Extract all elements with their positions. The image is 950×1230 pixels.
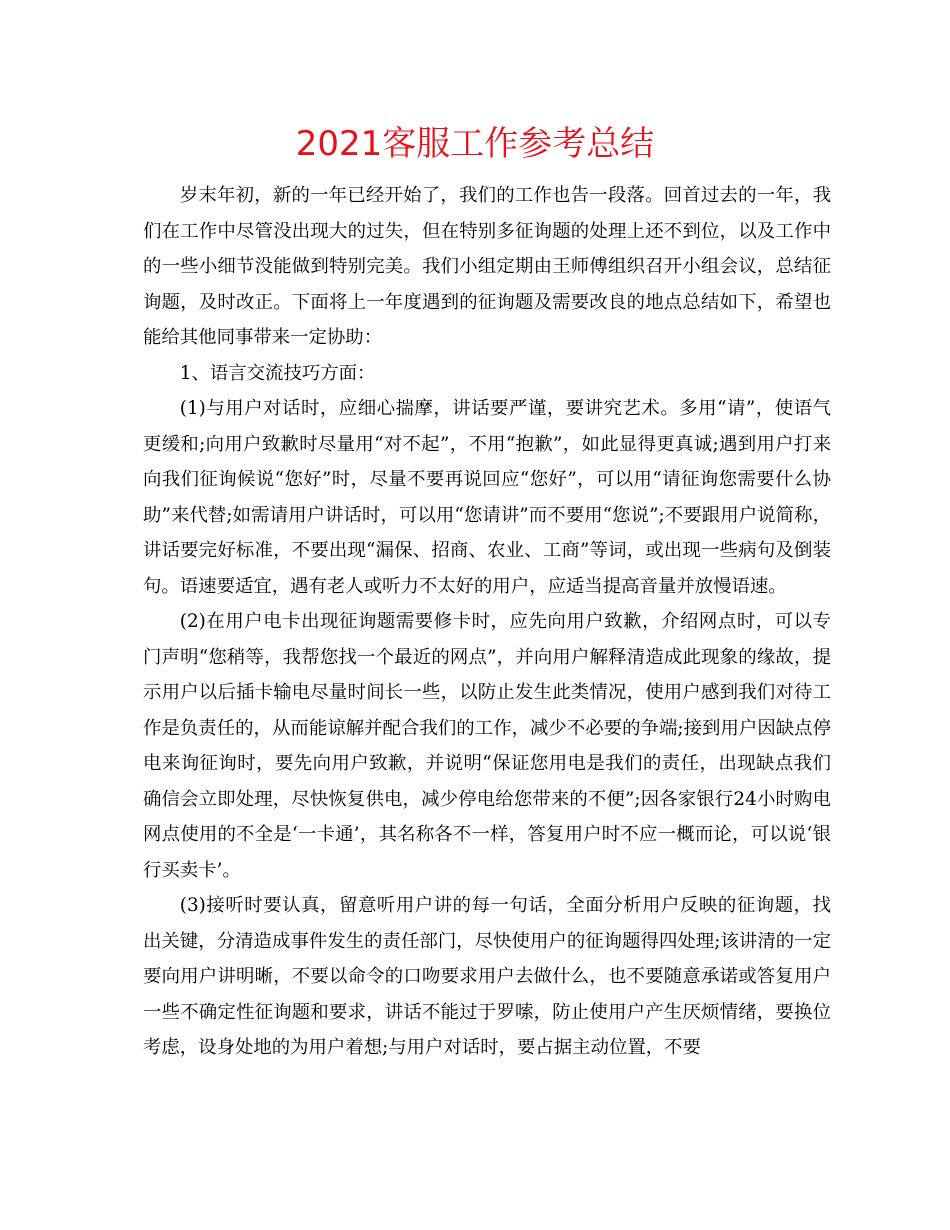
paragraph-intro: 岁末年初，新的一年已经开始了，我们的工作也告一段落。回首过去的一年，我们在工作中尽管没出现大的过失，但在特别多征询题的处理上还不到位，以及工作中的一些小细节没能做到特别完美。我们小组定期由王师傅组织召开小组会议，总结征询题，及时改正。下面将上一年度遇到的征询题及需要改良的地点总结如下，希望也能给其他同事带来一定协助：: [143, 185, 831, 348]
section-heading: 1、语言交流技巧方面：: [179, 362, 376, 384]
document-body: [143, 178, 831, 1066]
paragraph-item-3: (3)接听时要认真，留意听用户讲的每一句话，全面分析用户反映的征询题，找出关键，分清造成事件发生的责任部门，尽快使用户的征询题得四处理;该讲清的一定要向用户讲明晰，不要以命令的口吻要求用户去做什么，也不要随意承诺或答复用户一些不确定性征询题和要求，讲话不能过于罗嗦，防止使用户产生厌烦情绪，要换位考虑，设身处地的为用户着想;与用户对话时，要占据主动位置，不要: [143, 895, 831, 1058]
paragraph-item-1: (1)与用户对话时，应细心揣摩，讲话要严谨，要讲究艺术。多用“请”，使语气更缓和;向用户致歉时尽量用“对不起”，不用“抱歉”，如此显得更真诚;遇到用户打来向我们征询候说“您好”时，尽量不要再说回应“您好”，可以用“请征询您需要什么协助”来代替;如需请用户讲话时，可以用“您请讲”而不要用“您说”;不要跟用户说简称，讲话要完好标准，不要出现“漏保、招商、农业、工商”等词，或出现一些病句及倒装句。语速要适宜，遇有老人或听力不太好的用户，应适当提高音量并放慢语速。: [143, 398, 831, 597]
document-title: 2021客服工作参考总结: [295, 124, 655, 164]
paragraph-item-2: (2)在用户电卡出现征询题需要修卡时，应先向用户致歉，介绍网点时，可以专门声明“您稍等，我帮您找一个最近的网点”，并向用户解释清造成此现象的缘故，提示用户以后插卡输电尽量时间长一些，以防止发生此类情况，使用户感到我们对待工作是负责任的，从而能谅解并配合我们的工作，减少不必要的争端;接到用户因缺点停电来询征询时，要先向用户致歉，并说明“保证您用电是我们的责任，出现缺点我们确信会立即处理，尽快恢复供电，减少停电给您带来的不便”;因各家银行24小时购电网点使用的不全是‘一卡通’，其名称各不一样，答复用户时不应一概而论，可以说‘银行买卖卡’。: [143, 611, 831, 881]
